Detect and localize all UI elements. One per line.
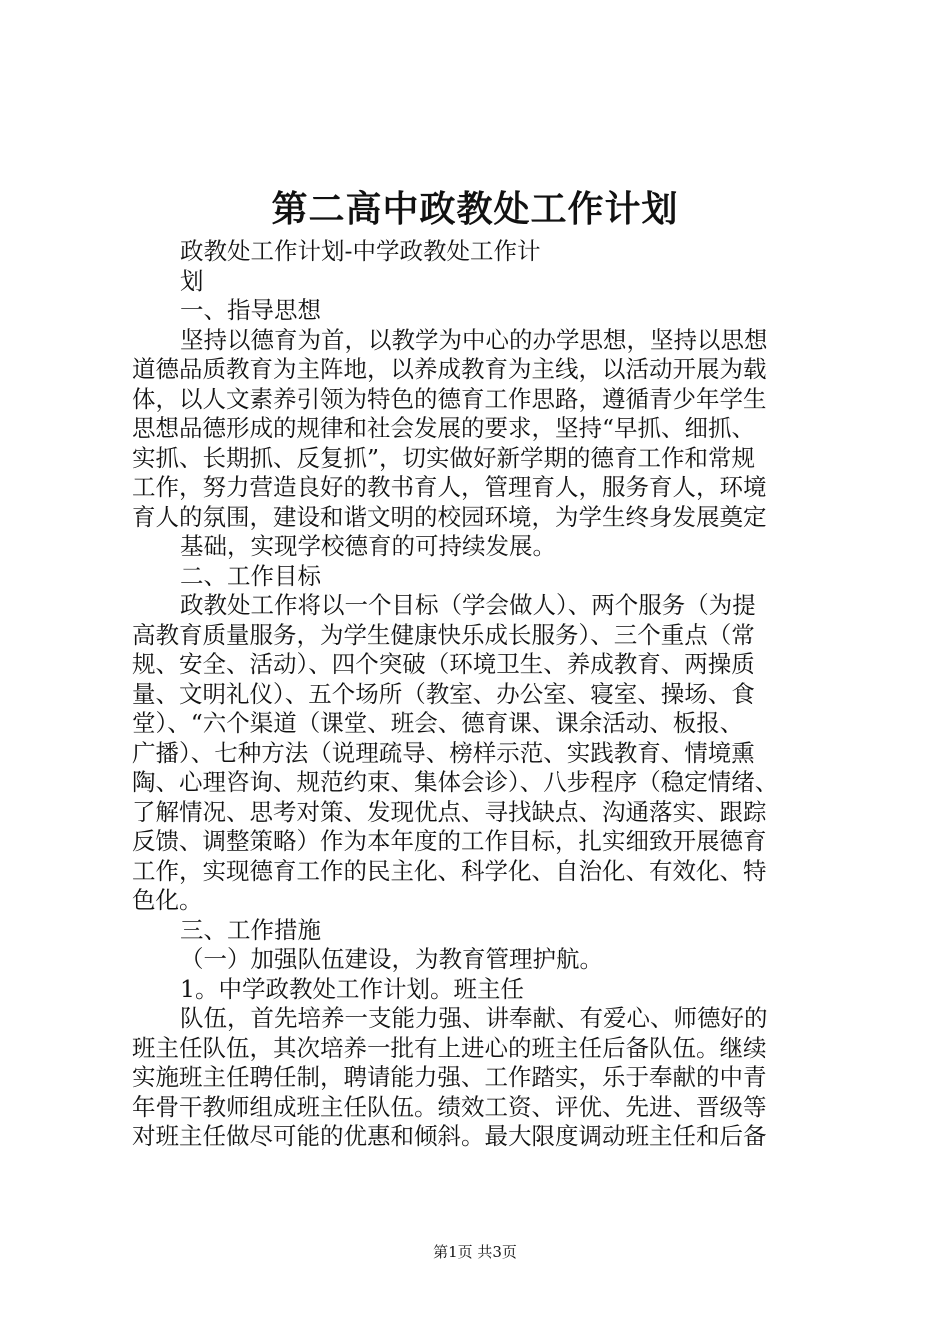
document-body xyxy=(132,237,832,1152)
text-line: 陶、心理咨询、规范约束、集体会诊）、八步程序（稳定情绪、 xyxy=(132,768,779,796)
text-line: 实施班主任聘任制，聘请能力强、工作踏实，乐于奉献的中青 xyxy=(132,1063,767,1091)
text-line: 色化。 xyxy=(132,886,203,914)
text-line: 工作，实现德育工作的民主化、科学化、自治化、有效化、特 xyxy=(132,856,767,885)
text-line: 量、文明礼仪）、五个场所（教室、办公室、寝室、操场、食 xyxy=(132,679,755,708)
text-line: 工作，努力营造良好的教书育人，管理育人，服务育人，环境 xyxy=(132,473,767,501)
text-line: 反馈、调整策略）作为本年度的工作目标，扎实细致开展德育 xyxy=(132,827,767,855)
text-line: 广播）、七种方法（说理疏导、榜样示范、实践教育、情境熏 xyxy=(132,738,755,767)
text-line: 基础，实现学校德育的可持续发展。 xyxy=(180,532,556,560)
text-line: 规、安全、活动）、四个突破（环境卫生、养成教育、两操质 xyxy=(132,650,755,678)
text-line: 政教处工作将以一个目标（学会做人）、两个服务（为提 xyxy=(180,591,756,619)
text-line: 1。中学政教处工作计划。班主任 xyxy=(180,974,524,1003)
page-footer: 第1页 共3页 xyxy=(433,1243,517,1261)
text-line: 体，以人文素养引领为特色的德育工作思路，遵循青少年学生 xyxy=(132,384,767,413)
text-line: 队伍，首先培养一支能力强、讲奉献、有爱心、师德好的 xyxy=(180,1004,768,1032)
document-title: 第二高中政教处工作计划 xyxy=(271,188,679,230)
text-line: 政教处工作计划-中学政教处工作计 xyxy=(180,237,541,265)
text-line: 对班主任做尽可能的优惠和倾斜。最大限度调动班主任和后备 xyxy=(132,1122,767,1150)
text-line: 一、指导思想 xyxy=(180,296,321,324)
text-line: 年骨干教师组成班主任队伍。绩效工资、评优、先进、晋级等 xyxy=(132,1092,767,1121)
text-line: 坚持以德育为首，以教学为中心的办学思想，坚持以思想 xyxy=(180,325,768,354)
text-line: 堂）、“六个渠道（课堂、班会、德育课、课余活动、板报、 xyxy=(132,709,744,737)
text-line: （一）加强队伍建设，为教育管理护航。 xyxy=(180,945,603,973)
text-line: 育人的氛围，建设和谐文明的校园环境，为学生终身发展奠定 xyxy=(132,502,767,531)
text-line: 了解情况、思考对策、发现优点、寻找缺点、沟通落实、跟踪 xyxy=(132,797,767,826)
text-line: 高教育质量服务，为学生健康快乐成长服务）、三个重点（常 xyxy=(132,620,755,649)
text-line: 二、工作目标 xyxy=(180,561,321,590)
text-line: 划 xyxy=(180,266,204,295)
text-line: 实抓、长期抓、反复抓”，切实做好新学期的德育工作和常规 xyxy=(132,443,756,472)
text-line: 思想品德形成的规律和社会发展的要求，坚持“早抓、细抓、 xyxy=(132,414,756,442)
text-line: 三、工作措施 xyxy=(180,915,321,944)
text-line: 班主任队伍，其次培养一批有上进心的班主任后备队伍。继续 xyxy=(132,1033,767,1062)
text-line: 道德品质教育为主阵地，以养成教育为主线，以活动开展为载 xyxy=(132,355,767,383)
